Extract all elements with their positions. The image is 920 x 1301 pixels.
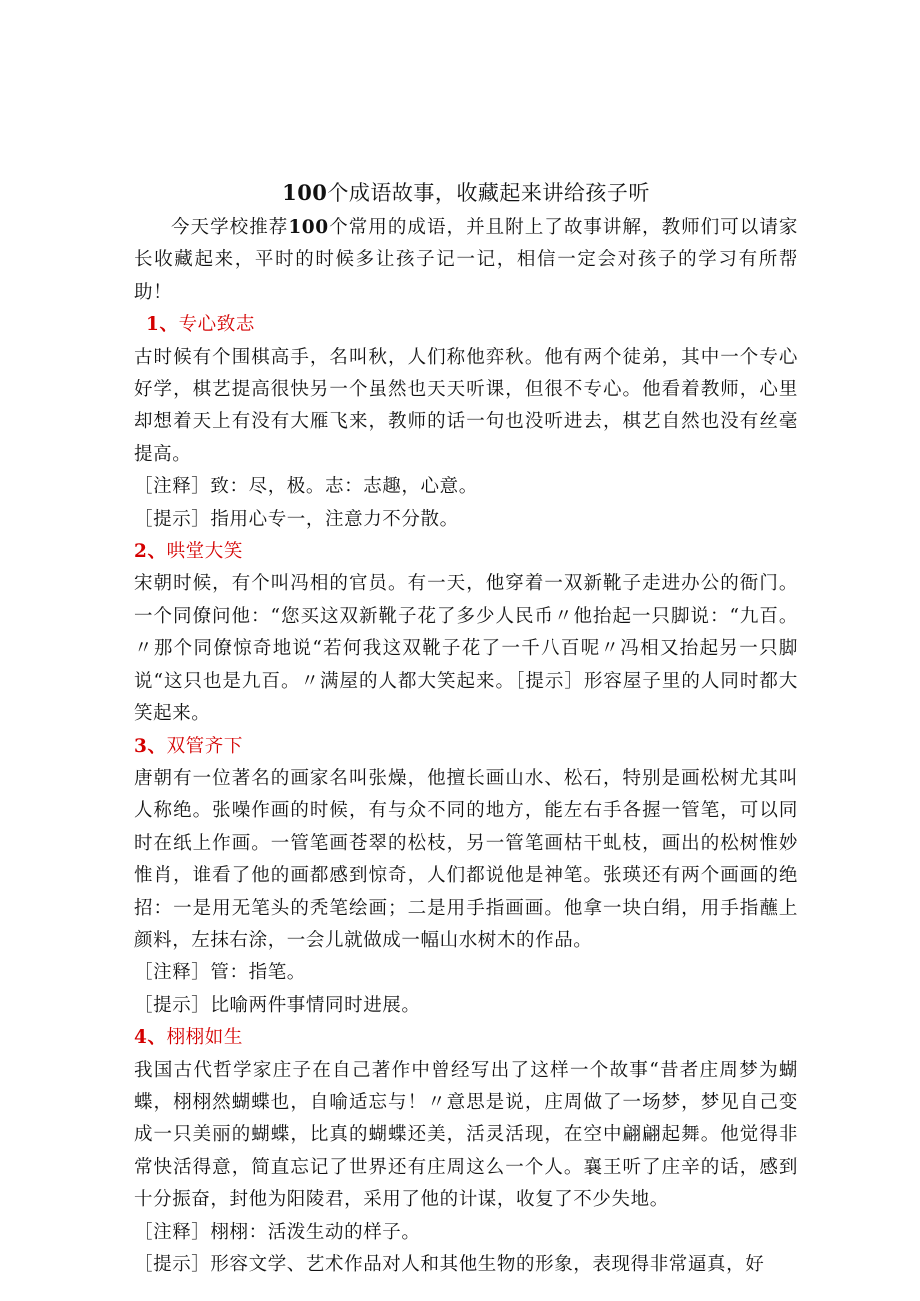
section-hint-4: ［提示］形容文学、艺术作品对人和其他生物的形象，表现得非常逼真，好 <box>134 1254 765 1275</box>
section-title: 哄堂大笑 <box>166 541 243 563</box>
section-hint-1: ［提示］指用心专一，注意力不分散。 <box>134 508 459 530</box>
section-story-2: 宋朝时候，有个叫冯相的官员。有一天，他穿着一双新靴子走进办公的衙门。一个同僚问他：“您买这双新靴子花了多少人民币〃他抬起一只脚说：“九百。〃那个同僚惊奇地说“若何我这双靴子花了一千八百呢〃冯相又抬起另一只脚说“这只也是九百。〃满屋的人都大笑起来。［提示］形容屋子里的人同时都大笑起来。 <box>134 573 798 725</box>
section-hint-3: ［提示］比喻两件事情同时进展。 <box>134 994 421 1016</box>
section-heading-3 <box>134 731 798 763</box>
section-title: 专心致志 <box>178 314 255 336</box>
section-title: 双管齐下 <box>166 735 243 757</box>
intro-before: 今天学校推荐 <box>171 217 289 238</box>
section-story-1: 古时候有个围棋高手，名叫秋，人们称他弈秋。他有两个徒弟，其中一个专心好学，棋艺提高很快另一个虽然也天天听课，但很不专心。他看着教师，心里却想着天上有没有大雁飞来，教师的话一句也没听进去，棋艺自然也没有丝毫提高。 <box>134 346 798 465</box>
title-text: 个成语故事，收藏起来讲给孩子听 <box>327 181 650 205</box>
section-story-3: 唐朝有一位著名的画家名叫张燥，他擅长画山水、松石，特别是画松树尤其叫人称绝。张噪作画的时候，有与众不同的地方，能左右手各握一管笔，可以同时在纸上作画。一管笔画苍翠的松枝，另一管笔画枯干虬枝，画出的松树惟妙惟肖，谁看了他的画都感到惊奇，人们都说他是神笔。张瑛还有两个画画的绝招：一是用无笔头的秃笔绘画；二是用手指画画。他拿一块白绢，用手指蘸上颜料，左抹右涂，一会儿就做成一幅山水树木的作品。 <box>134 767 798 951</box>
section-heading-2 <box>134 536 798 568</box>
section-note-1: ［注释］致：尽，极。志：志趣，心意。 <box>134 476 478 498</box>
section-heading-1 <box>134 309 798 341</box>
section-note-3: ［注释］管：指笔。 <box>134 962 306 984</box>
section-number: 4、 <box>134 1027 167 1049</box>
section-number: 2、 <box>134 541 167 563</box>
intro-after: 个常用的成语，并且附上了故事讲解，教师们可以请家长收藏起来，平时的时候多让孩子记一记，相信一定会对孩子的学习有所帮助！ <box>134 217 799 303</box>
title-number: 100 <box>282 180 328 205</box>
intro-paragraph <box>134 212 798 309</box>
intro-number: 100 <box>288 217 329 238</box>
section-note-4: ［注释］栩栩：活泼生动的样子。 <box>134 1221 421 1243</box>
section-number: 1、 <box>146 314 179 336</box>
section-number: 3、 <box>134 735 167 757</box>
page-title <box>134 176 798 210</box>
section-story-4: 我国古代哲学家庄子在自己著作中曾经写出了这样一个故事“昔者庄周梦为蝴蝶，栩栩然蝴蝶也，自喻适忘与！〃意思是说，庄周做了一场梦，梦见自己变成一只美丽的蝴蝶，比真的蝴蝶还美，活灵活现，在空中翩翩起舞。他觉得非常快活得意，简直忘记了世界还有庄周这么一个人。襄王听了庄辛的话，感到十分振奋，封他为阳陵君，采用了他的计谋，收复了不少失地。 <box>134 1059 798 1211</box>
document-page <box>134 176 798 1281</box>
section-title: 栩栩如生 <box>166 1027 243 1049</box>
section-heading-4 <box>134 1022 798 1054</box>
